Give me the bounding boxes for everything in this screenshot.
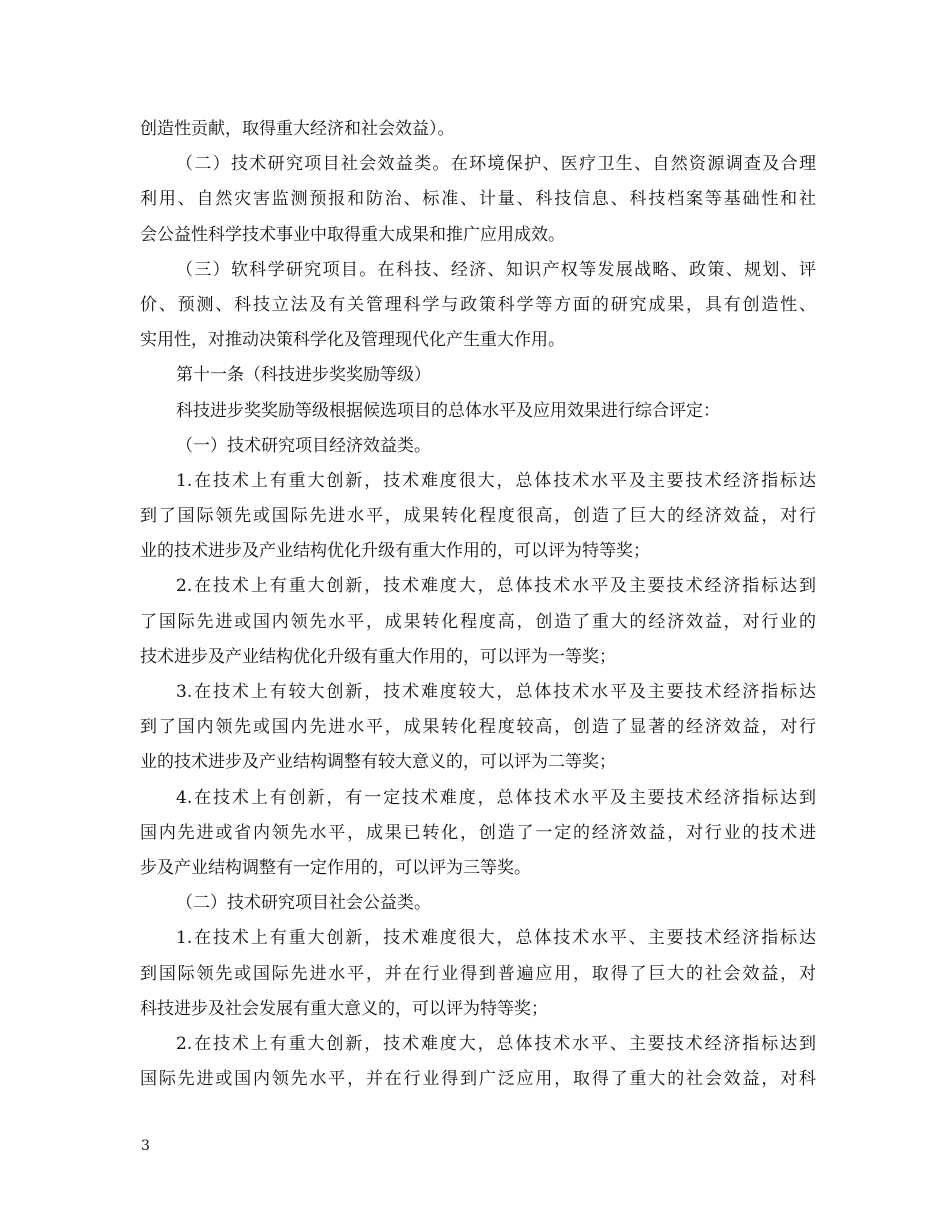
text-line: 1.在技术上有重大创新，技术难度很大，总体技术水平及主要技术经济指标达	[176, 470, 816, 491]
text-line: 步及产业结构调整有一定作用的，可以评为三等奖。	[140, 857, 531, 878]
text-line: 第十一条（科技进步奖奖励等级）	[176, 365, 431, 386]
text-line: 4.在技术上有创新，有一定技术难度，总体技术水平及主要技术经济指标达到	[176, 787, 816, 808]
text-line: 国际先进或国内领先水平，并在行业得到广泛应用，取得了重大的社会效益，对科	[140, 1069, 816, 1090]
text-line: 国内先进或省内领先水平，成果已转化，创造了一定的经济效益，对行业的技术进	[140, 822, 816, 843]
text-line: 1.在技术上有重大创新，技术难度很大，总体技术水平、主要技术经济指标达	[176, 928, 816, 949]
text-line: 价、预测、科技立法及有关管理科学与政策科学等方面的研究成果，具有创造性、	[140, 294, 816, 315]
text-line: （二）技术研究项目社会效益类。在环境保护、医疗卫生、自然资源调查及合理	[176, 154, 816, 175]
text-line: 2.在技术上有重大创新，技术难度大，总体技术水平、主要技术经济指标达到	[176, 1033, 816, 1054]
text-line: 科技进步及社会发展有重大意义的，可以评为特等奖；	[140, 998, 548, 1019]
text-line: 创造性贡献，取得重大经济和社会效益）。	[140, 119, 455, 139]
text-line: 3.在技术上有较大创新，技术难度较大，总体技术水平及主要技术经济指标达	[176, 682, 816, 702]
text-line: 业的技术进步及产业结构优化升级有重大作用的，可以评为特等奖；	[140, 541, 650, 562]
text-line: （二）技术研究项目社会公益类。	[176, 893, 431, 914]
document-body	[140, 112, 816, 1097]
text-line: 会公益性科学技术事业中取得重大成果和推广应用成效。	[140, 224, 565, 245]
page-number: 3	[141, 1138, 150, 1154]
text-line: 到了国内领先或国内先进水平，成果转化程度较高，创造了显著的经济效益，对行	[140, 717, 816, 738]
text-line: 业的技术进步及产业结构调整有较大意义的，可以评为二等奖；	[140, 752, 616, 773]
text-line: 实用性，对推动决策科学化及管理现代化产生重大作用。	[140, 330, 565, 351]
text-line: （一）技术研究项目经济效益类。	[176, 435, 431, 456]
text-line: （三）软科学研究项目。在科技、经济、知识产权等发展战略、政策、规划、评	[176, 259, 816, 280]
text-line: 技术进步及产业结构优化升级有重大作用的，可以评为一等奖；	[140, 646, 616, 667]
text-line: 利用、自然灾害监测预报和防治、标准、计量、科技信息、科技档案等基础性和社	[140, 189, 816, 210]
text-line: 到了国际领先或国际先进水平，成果转化程度很高，创造了巨大的经济效益，对行	[140, 506, 816, 527]
text-line: 科技进步奖奖励等级根据候选项目的总体水平及应用效果进行综合评定：	[176, 400, 720, 421]
text-line: 了国际先进或国内领先水平，成果转化程度高，创造了重大的经济效益，对行业的	[140, 611, 816, 632]
text-line: 2.在技术上有重大创新，技术难度大，总体技术水平及主要技术经济指标达到	[176, 576, 816, 597]
text-line: 到国际领先或国际先进水平，并在行业得到普遍应用，取得了巨大的社会效益，对	[140, 963, 816, 984]
